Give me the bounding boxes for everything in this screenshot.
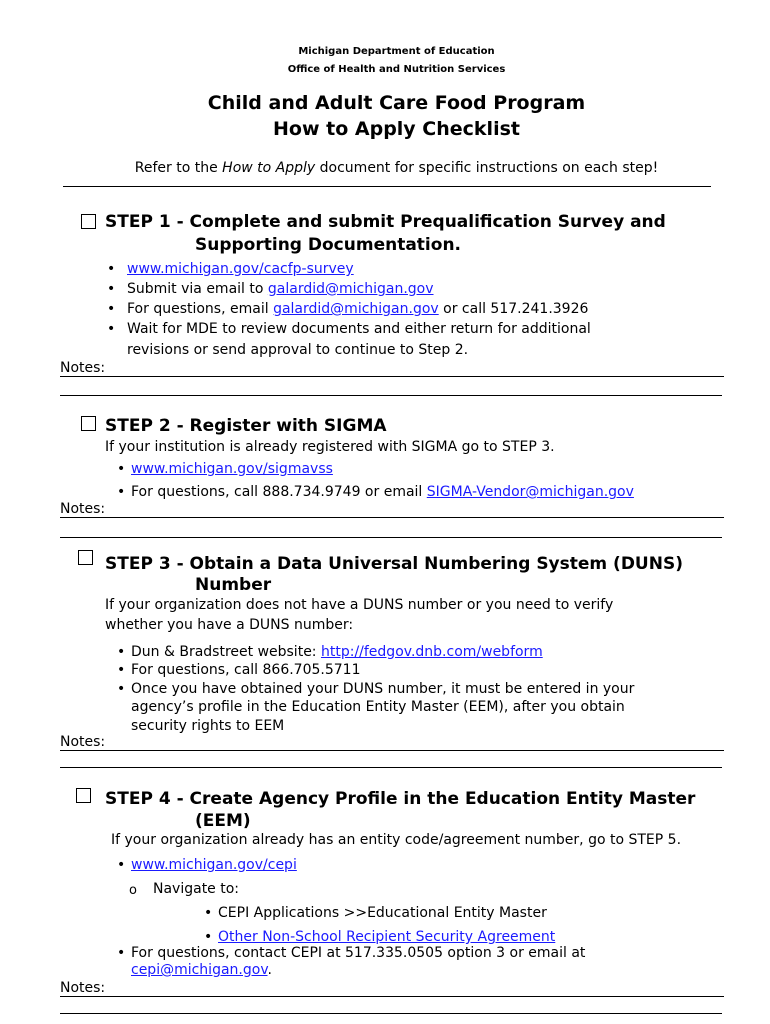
step3-title-cont: Number <box>195 575 272 595</box>
email-link[interactable]: galardid@michigan.gov <box>273 301 439 317</box>
email-link[interactable]: SIGMA-Vendor@michigan.gov <box>426 484 634 500</box>
intro-text: Refer to the How to Apply document for specific instructions on each step! <box>134 160 659 176</box>
step1-title-cont: Supporting Documentation. <box>195 235 461 255</box>
cacfp-survey-link[interactable]: www.michigan.gov/cacfp-survey <box>127 261 354 277</box>
list-item: • Dun & Bradstreet website: http://fedgov.dnb.com/webform <box>131 644 543 660</box>
step2-title: STEP 2 - Register with SIGMA <box>105 416 387 436</box>
sub-sub-list-item <box>218 929 555 945</box>
notes-line <box>60 767 722 768</box>
list-item: • For questions, call 866.705.5711 <box>131 662 360 678</box>
step3-checkbox[interactable] <box>78 550 93 565</box>
email-link[interactable]: cepi@michigan.gov <box>131 962 268 978</box>
email-link[interactable]: galardid@michigan.gov <box>267 281 434 297</box>
dnb-link[interactable]: http://fedgov.dnb.com/webform <box>320 644 543 660</box>
step1-checkbox[interactable] <box>81 214 96 229</box>
step1-title: STEP 1 - Complete and submit Prequalification Survey and <box>105 212 666 232</box>
page-subtitle: How to Apply Checklist <box>273 118 520 140</box>
list-item: • For questions, call 888.734.9749 or email SIGMA-Vendor@michigan.gov <box>131 484 634 500</box>
notes-line <box>60 395 722 396</box>
page-title: Child and Adult Care Food Program <box>207 92 586 114</box>
list-item: • Wait for MDE to review documents and either return for additional <box>127 321 591 337</box>
sub-bullet-marker: o <box>129 883 137 898</box>
notes-line <box>60 537 722 538</box>
list-item-cont: revisions or send approval to continue to Step 2. <box>127 342 469 358</box>
list-item-cont: security rights to EEM <box>131 718 285 734</box>
step4-checkbox[interactable] <box>76 788 91 803</box>
list-item: • For questions, contact CEPI at 517.335.0505 option 3 or email at <box>131 945 585 961</box>
list-item <box>131 857 297 873</box>
notes-field[interactable]: Notes: <box>60 735 724 751</box>
list-item <box>127 261 354 277</box>
sub-sub-list-item: • CEPI Applications >>Educational Entity Master <box>218 905 547 921</box>
notes-line <box>60 1013 722 1014</box>
sigma-link[interactable]: www.michigan.gov/sigmavss <box>131 461 333 477</box>
step2-checkbox[interactable] <box>81 416 96 431</box>
step3-title: STEP 3 - Obtain a Data Universal Numbering System (DUNS) <box>105 554 683 574</box>
office-name: Office of Health and Nutrition Services <box>287 64 506 75</box>
notes-field[interactable]: Notes: <box>60 502 724 518</box>
intro-italic: How to Apply <box>222 160 316 176</box>
list-item: • Once you have obtained your DUNS number, it must be entered in your <box>131 681 634 697</box>
notes-field[interactable]: Notes: <box>60 981 724 997</box>
cepi-link[interactable]: www.michigan.gov/cepi <box>131 857 297 873</box>
step4-title-cont: (EEM) <box>195 811 251 831</box>
notes-field[interactable]: Notes: <box>60 361 724 377</box>
department-name: Michigan Department of Education <box>298 46 495 57</box>
security-agreement-link[interactable]: Other Non-School Recipient Security Agreement <box>218 929 556 945</box>
list-item <box>131 461 333 477</box>
list-item-cont: cepi@michigan.gov. <box>131 962 272 978</box>
list-item-cont: agency’s profile in the Education Entity Master (EEM), after you obtain <box>131 699 625 715</box>
sub-list-item: Navigate to: <box>153 881 240 897</box>
list-item: • For questions, email galardid@michigan.gov or call 517.241.3926 <box>127 301 588 317</box>
step3-intro-cont: whether you have a DUNS number: <box>105 617 354 633</box>
step4-intro: If your organization already has an entity code/agreement number, go to STEP 5. <box>111 832 682 848</box>
step3-intro: If your organization does not have a DUNS number or you need to verify <box>105 597 614 613</box>
step4-title: STEP 4 - Create Agency Profile in the Education Entity Master <box>105 789 696 809</box>
step2-intro: If your institution is already registered with SIGMA go to STEP 3. <box>105 439 555 455</box>
list-item: • Submit via email to galardid@michigan.gov <box>127 281 434 297</box>
divider <box>63 186 711 187</box>
